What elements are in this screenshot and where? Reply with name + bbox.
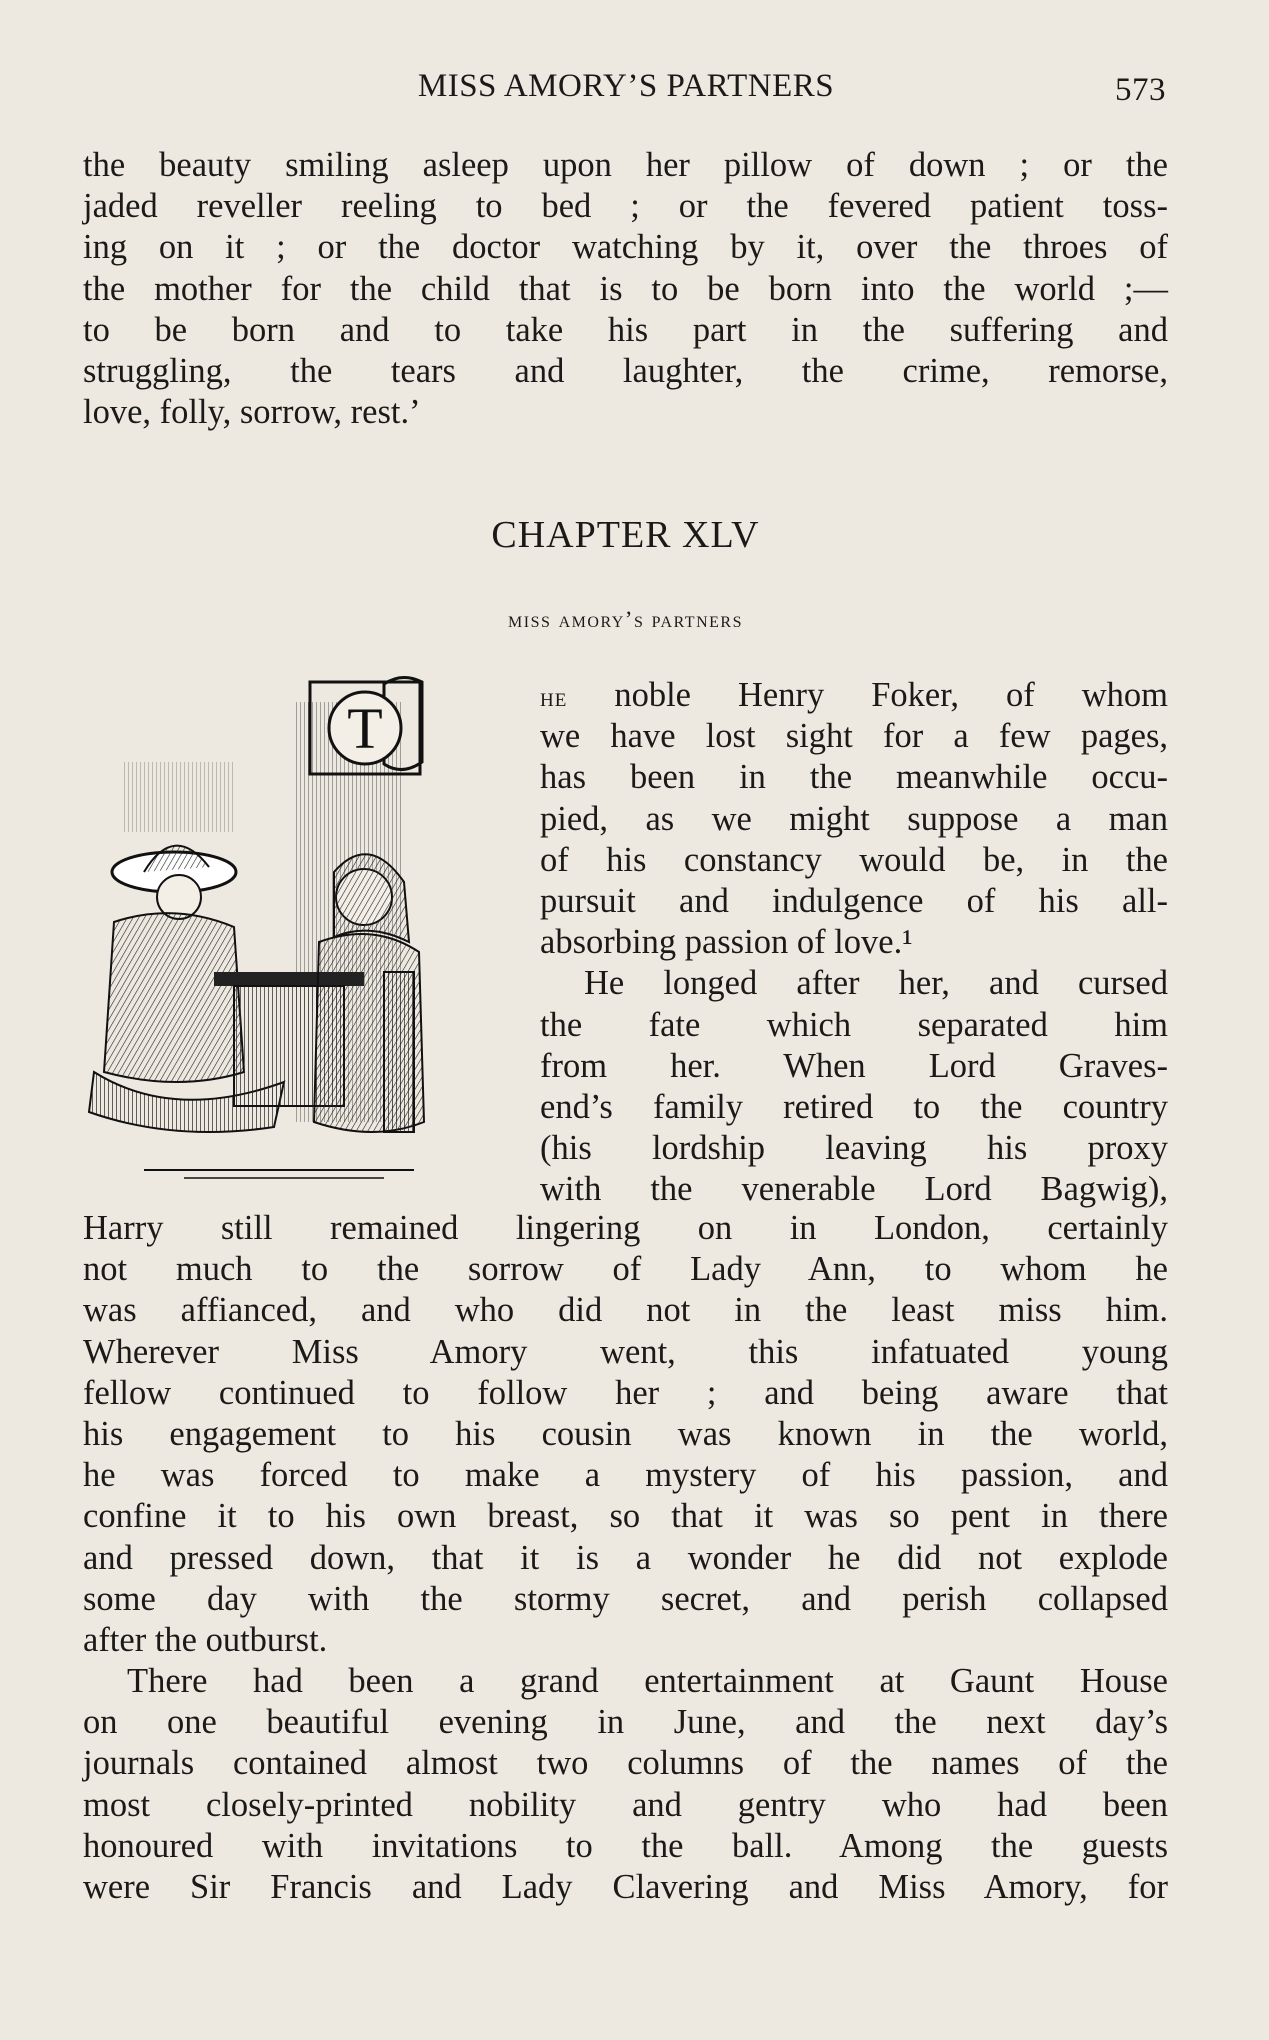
text-line: after the outburst.	[83, 1620, 328, 1659]
text-line: fellow continued to follow her ; and being aware that	[83, 1373, 1168, 1412]
text-line: struggling, the tears and laughter, the crime, remorse,	[83, 351, 1168, 390]
text-line: (his lordship leaving his proxy	[540, 1129, 1168, 1168]
text-line: was affianced, and who did not in the least miss him.	[83, 1291, 1168, 1330]
text-line: love, folly, sorrow, rest.’	[83, 393, 421, 432]
text-line: end’s family retired to the country	[540, 1087, 1168, 1126]
text-line: honoured with invitations to the ball. Among the guests	[83, 1826, 1168, 1865]
text-line: his engagement to his cousin was known in the world,	[83, 1414, 1168, 1453]
paragraph-bottom	[83, 1208, 1168, 1908]
chapter-heading: CHAPTER XLV	[491, 514, 760, 556]
text-line: not much to the sorrow of Lady Ann, to whom he	[83, 1250, 1168, 1289]
text-line: journals contained almost two columns of the names of the	[83, 1744, 1168, 1783]
chapter-subtitle: miss amory’s partners	[508, 607, 743, 632]
text-line: the mother for the child that is to be born into the world ;—	[83, 269, 1168, 308]
running-head-title: MISS AMORY’S PARTNERS	[417, 68, 835, 104]
engraving-figures-icon	[84, 672, 524, 1202]
text-line: He longed after her, and cursed	[584, 964, 1168, 1003]
smallcaps-word: he	[540, 682, 568, 712]
text-line: he was forced to make a mystery of his passion, and	[83, 1456, 1168, 1495]
text-line: There had been a grand entertainment at Gaunt House	[127, 1662, 1168, 1701]
text-line: ing on it ; or the doctor watching by it, over the throes of	[83, 228, 1168, 267]
text-line: confine it to his own breast, so that it was so pent in there	[83, 1497, 1168, 1536]
text-line: from her. When Lord Graves-	[540, 1046, 1168, 1085]
text-line: we have lost sight for a few pages,	[540, 717, 1168, 756]
text-line: of his constancy would be, in the	[540, 840, 1168, 879]
text-line: were Sir Francis and Lady Clavering and Miss Amory, for	[83, 1868, 1168, 1906]
text-line-rest: noble Henry Foker, of whom	[567, 676, 1168, 714]
text-line: absorbing passion of love.¹	[540, 923, 913, 962]
text-line: the beauty smiling asleep upon her pillow of down ; or the	[83, 146, 1168, 184]
text-line: most closely-printed nobility and gentry who had been	[83, 1785, 1168, 1824]
text-line: jaded reveller reeling to bed ; or the fevered patient toss-	[83, 187, 1168, 226]
paragraph-beside-illustration	[540, 675, 1168, 1210]
svg-text:T: T	[347, 696, 383, 761]
text-line: Harry still remained lingering on in London, certainly	[83, 1209, 1168, 1247]
page-number: 573	[1115, 72, 1166, 108]
text-line: to be born and to take his part in the suffering and	[83, 310, 1168, 349]
text-line: has been in the meanwhile occu-	[540, 758, 1168, 797]
text-line: pursuit and indulgence of his all-	[540, 881, 1168, 920]
text-line: pied, as we might suppose a man	[540, 799, 1168, 838]
text-line: on one beautiful evening in June, and the next day’s	[83, 1703, 1168, 1742]
running-head	[86, 64, 1166, 114]
paragraph-top	[83, 145, 1168, 433]
text-line: some day with the stormy secret, and perish collapsed	[83, 1579, 1168, 1618]
text-line: Wherever Miss Amory went, this infatuated young	[83, 1332, 1168, 1371]
text-line: and pressed down, that it is a wonder he did not explode	[83, 1538, 1168, 1577]
text-line: the fate which separated him	[540, 1005, 1168, 1044]
text-line: with the venerable Lord Bagwig),	[540, 1170, 1168, 1209]
text-line	[540, 675, 1168, 716]
chapter-illustration	[84, 672, 524, 1202]
